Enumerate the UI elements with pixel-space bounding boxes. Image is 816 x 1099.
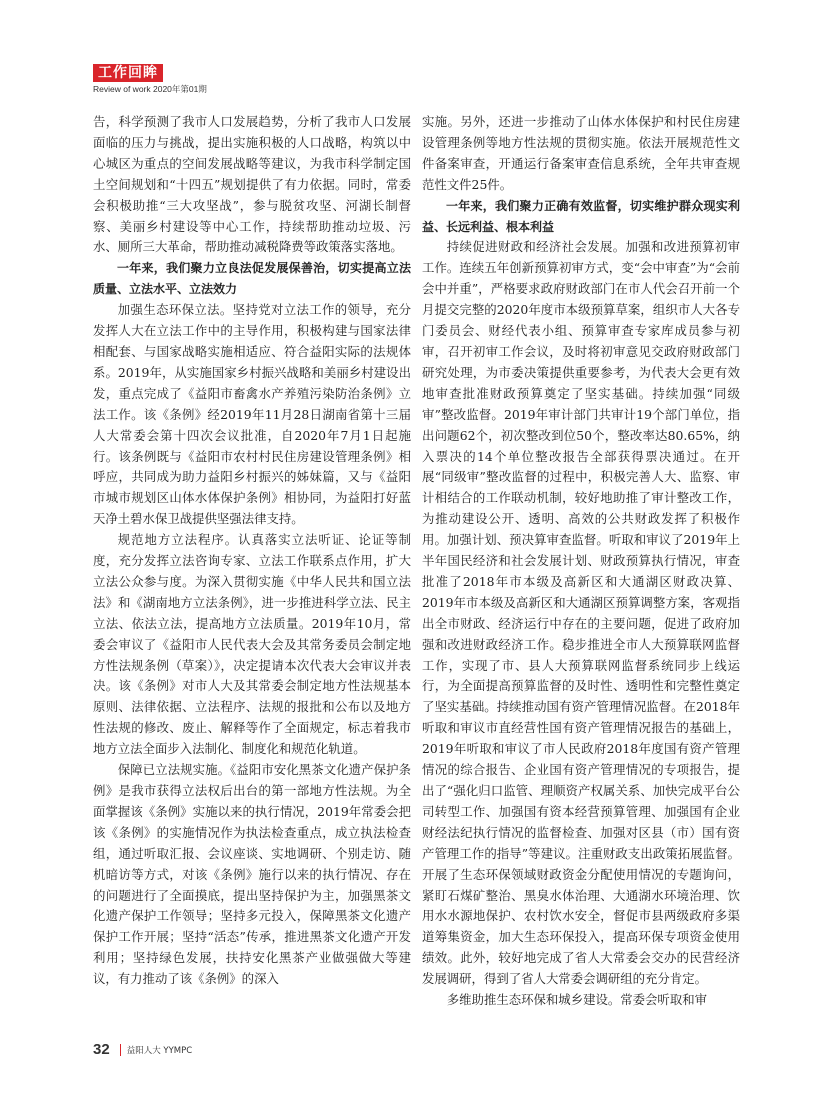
right-column — [422, 112, 740, 1011]
page-number: 32 — [93, 1041, 110, 1058]
paragraph: 实施。另外，还进一步推动了山体水体保护和村民住房建设管理条例等地方性法规的贯彻实施。依法开展规范性文件备案审查，开通运行备案审查信息系统，全年共审查规范性文件25件。 — [422, 114, 740, 192]
section-heading: 一年来，我们聚力正确有效监督，切实维护群众现实利益、长远利益、根本利益 — [422, 198, 740, 234]
footer-divider — [120, 1044, 121, 1056]
section-heading: 一年来，我们聚力立良法促发展保善治，切实提高立法质量、立法水平、立法效力 — [93, 261, 411, 297]
paragraph: 告，科学预测了我市人口发展趋势，分析了我市人口发展面临的压力与挑战，提出实施积极的人口战略，构筑以中心城区为重点的空间发展战略等建议，为我市科学制定国土空间规划和“十四五”规划提供了有力依据。同时，常委会积极助推“三大攻坚战”，参与脱贫攻坚、河湖长制督察、美丽乡村建设等中心工作，持续帮助推动垃圾、污水、厕所三大革命，帮助推动减税降费等政策落实落地。 — [93, 114, 411, 255]
page-header — [93, 62, 207, 95]
paragraph: 加强生态环保立法。坚持党对立法工作的领导，充分发挥人大在立法工作中的主导作用，积极构建与国家法律相配套、与国家战略实施相适应、符合益阳实际的法规体系。2019年，从实施国家乡村振兴战略和美丽乡村建设出发，重点完成了《益阳市畜禽水产养殖污染防治条例》立法工作。该《条例》经2019年11月28日湖南省第十三届人大常委会第十四次会议批准，自2020年7月1日起施行。该条例既与《益阳市农村村民住房建设管理条例》相呼应，共同成为助力益阳乡村振兴的姊妹篇，又与《益阳市城市规划区山体水体保护条例》相协同，为益阳打好蓝天净土碧水保卫战提供坚强法律支持。 — [93, 302, 411, 527]
left-column — [93, 112, 411, 990]
issue-subtitle: Review of work 2020年第01期 — [93, 84, 207, 94]
section-tag: 工作回眸 — [93, 64, 163, 82]
paragraph: 多维助推生态环保和城乡建设。常委会听取和审 — [446, 992, 707, 1008]
publication-name: 益阳人大 YYMPC — [126, 1045, 193, 1056]
page-footer — [93, 1041, 192, 1058]
paragraph: 保障已立法规实施。《益阳市安化黑茶文化遗产保护条例》是我市获得立法权后出台的第一部地方性法规。为全面掌握该《条例》实施以来的执行情况，2019年常委会把该《条例》的实施情况作为执法检查重点，成立执法检查组，通过听取汇报、会议座谈、实地调研、个别走访、随机暗访等方式，对该《条例》施行以来的执行情况、存在的问题进行了全面摸底，提出坚持保护为主，加强黑茶文化遗产保护工作领导；坚持多元投入，保障黑茶文化遗产保护工作开展；坚持“活态”传承，推进黑茶文化遗产开发利用；坚持绿色发展，扶持安化黑茶产业做强做大等建议，有力推动了该《条例》的深入 — [93, 762, 411, 987]
paragraph: 持续促进财政和经济社会发展。加强和改进预算初审工作。连续五年创新预算初审方式，变“会中审查”为“会前会中并重”，严格要求政府财政部门在市人代会召开前一个月提交完整的2020年度市本级预算草案，组织市人大各专门委员会、财经代表小组、预算审查专家库成员参与初审，召开初审工作会议，及时将初审意见交政府财政部门研究处理，为市委决策提供重要参考，为代表大会更有效地审查批准财政预算奠定了坚实基础。持续加强“同级审”整改监督。2019年审计部门共审计19个部门单位，指出问题62个，初次整改到位50个，整改率达80.65%，纳入票决的14个单位整改报告全部获得票决通过。在开展“同级审”整改监督的过程中，积极完善人大、监察、审计相结合的工作联动机制，较好地助推了审计整改工作，为推动建设公开、透明、高效的公共财政发挥了积极作用。加强计划、预决算审查监督。听取和审议了2019年上半年国民经济和社会发展计划、财政预算执行情况，审查批准了2018年市本级及高新区和大通湖区财政决算、2019年市本级及高新区和大通湖区预算调整方案，客观指出全市财政、经济运行中存在的主要问题，促进了政府加强和改进财政经济工作。稳步推进全市人大预算联网监督工作，实现了市、县人大预算联网监督系统同步上线运行，为全面提高预算监督的及时性、透明性和完整性奠定了坚实基础。持续推动国有资产管理情况监督。在2018年听取和审议市直经营性国有资产管理情况报告的基础上，2019年听取和审议了市人民政府2018年度国有资产管理情况的综合报告、企业国有资产管理情况的专项报告，提出了“强化归口监管、理顺资产权属关系、加快完成平台公司转型工作、加强国有资本经营预算管理、加强国有企业财经法纪执行情况的监督检查、加强对区县（市）国有资产管理工作的指导”等建议。注重财政支出政策拓展监督。开展了生态环保领域财政资金分配使用情况的专题询问，紧盯石煤矿整治、黑臭水体治理、大通湖水环境治理、饮用水水源地保护、农村饮水安全，督促市县两级政府多渠道筹集资金，加大生态环保投入，提高环保专项资金使用绩效。此外，较好地完成了省人大常委会交办的民营经济发展调研，得到了省人大常委会调研组的充分肯定。 — [422, 239, 740, 987]
paragraph: 规范地方立法程序。认真落实立法听证、论证等制度，充分发挥立法咨询专家、立法工作联系点作用，扩大立法公众参与度。为深入贯彻实施《中华人民共和国立法法》和《湖南地方立法条例》，进一步推进科学立法、民主立法、依法立法，提高地方立法质量。2019年10月，常委会审议了《益阳市人民代表大会及其常务委员会制定地方性法规条例（草案）》，决定提请本次代表大会审议并表决。该《条例》对市人大及其常委会制定地方性法规基本原则、法律依据、立法程序、法规的报批和公布以及地方性法规的修改、废止、解释等作了全面规定，标志着我市地方立法全面步入法制化、制度化和规范化轨道。 — [93, 532, 411, 757]
